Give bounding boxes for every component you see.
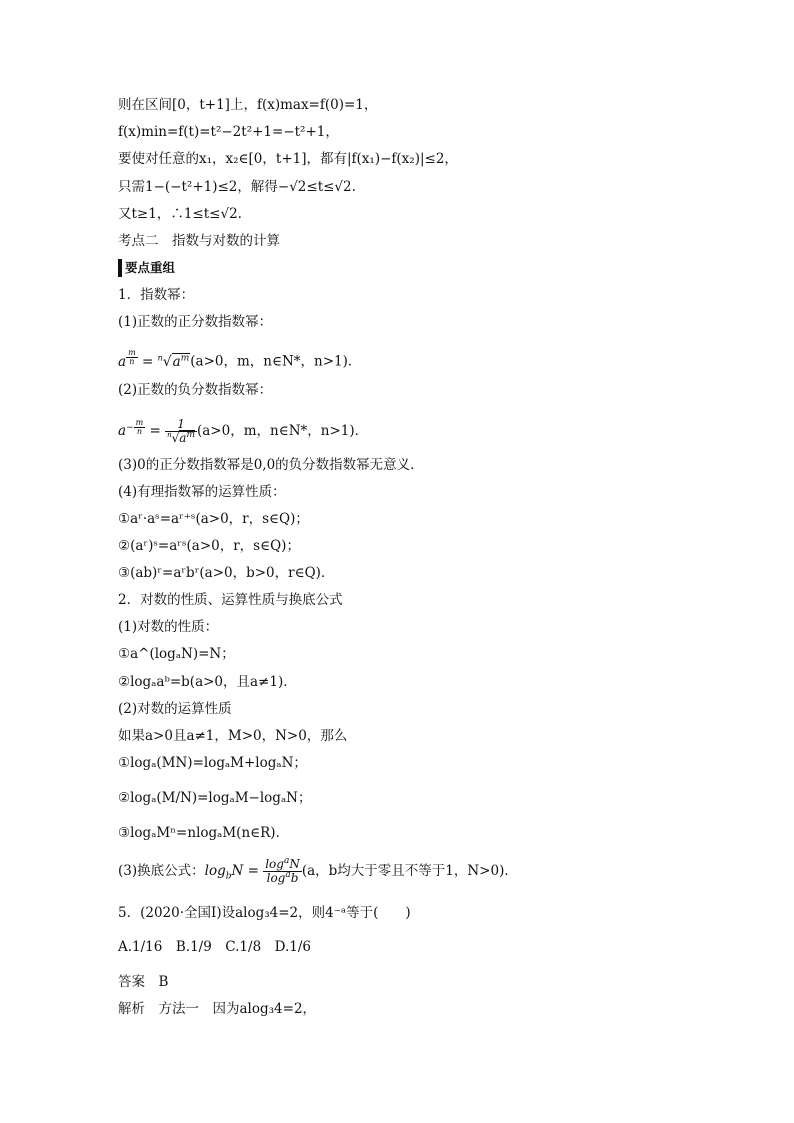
text: 2．对数的性质、运算性质与换底公式 [118,592,343,608]
text-line [118,700,232,718]
key-points-tag [118,259,175,277]
text-line [118,727,347,745]
text: ③logₐMⁿ=nlogₐM(n∈R)． [118,825,290,841]
text: (3)换底公式： [118,863,205,879]
text-line [118,123,339,141]
text-line [118,789,311,807]
text-line [118,754,307,772]
section-heading [118,232,280,250]
text: 要使对任意的x₁，x₂∈[0，t+1]，都有|f(x₁)−f(x₂)|≤2， [118,151,458,167]
text: 5．(2020·全国Ⅰ)设alog₃4=2，则4⁻ᵃ等于( ) [118,905,411,921]
text-line [118,96,377,114]
text: 考点二 指数与对数的计算 [118,233,280,249]
text-line [118,381,272,399]
text: 如果a>0且a≠1，M>0，N>0，那么 [118,728,348,744]
formula-negative-fraction-power: $a^{- \frac{m}{n}}$ = $\frac{1}{^n√a^m}$ [118,417,195,445]
formula-change-of-base: $\log_bN$ = $\frac{\log^aN}{\log^ab}$ [204,856,300,885]
text: ①a^(logₐN)=N； [118,646,235,662]
text: (a>0，m，n∈N*，n>1)． [190,353,362,370]
formula-line [118,858,518,885]
text-line [118,824,289,842]
analysis-line [118,1000,316,1018]
text: A.1/16 B.1/9 C.1/8 D.1/6 [118,939,312,955]
text-line [118,205,242,223]
formula-positive-fraction-power: a $^{\frac{m}{n}}$ = $^n√a^m$ [118,348,190,370]
text: (4)有理指数幂的运算性质： [118,484,286,500]
text: ①logₐ(MN)=logₐM+logₐN； [118,755,307,771]
text: 解析 方法一 因为alog₃4=2， [118,1001,317,1017]
text-line [118,483,286,501]
text: 又t≥1，∴1≤t≤√2. [118,206,242,222]
text: (a，b均大于零且不等于1，N>0)． [301,863,518,879]
text: (2)正数的负分数指数幂： [118,382,273,398]
text: (3)0的正分数指数幂是0,0的负分数指数幂无意义． [118,457,424,473]
text: 要点重组 [118,259,175,277]
text-line [118,313,272,331]
text-line [118,645,235,663]
text-line [118,178,356,196]
text: ②(aʳ)ˢ=aʳˢ(a>0，r，s∈Q)； [118,538,300,554]
text: (1)正数的正分数指数幂： [118,314,273,330]
text-line [118,456,424,474]
text-line [118,591,343,609]
text: 则在区间[0，t+1]上，f(x)max=f(0)=1， [118,97,378,113]
text-line [118,618,218,636]
text: ②logₐaᵇ=b(a>0，且a≠1)． [118,674,297,690]
text-line [118,510,309,528]
options-line [118,938,311,956]
text: ③(ab)ʳ=aʳbʳ(a>0，b>0，r∈Q)． [118,565,335,581]
text-line [118,286,194,304]
text-line [118,537,300,555]
text: ②logₐ(M/N)=logₐM−logₐN； [118,790,312,806]
formula-line [118,349,361,371]
question-line [118,904,411,922]
formula-line [118,418,368,445]
text: (1)对数的性质： [118,619,219,635]
text: f(x)min=f(t)=t²−2t²+1=−t²+1， [118,124,339,140]
answer-line [118,973,168,991]
text-line [118,150,458,168]
text: 1．指数幂： [118,287,195,303]
text-line [118,564,334,582]
text-line [118,673,297,691]
text: 只需1−(−t²+1)≤2，解得−√2≤t≤√2. [118,179,356,195]
text: (2)对数的运算性质 [118,701,232,717]
text: 答案 B [118,974,169,990]
text: ①aʳ·aˢ=aʳ⁺ˢ(a>0，r，s∈Q)； [118,511,309,527]
text: (a>0，m，n∈N*，n>1)． [196,423,369,439]
